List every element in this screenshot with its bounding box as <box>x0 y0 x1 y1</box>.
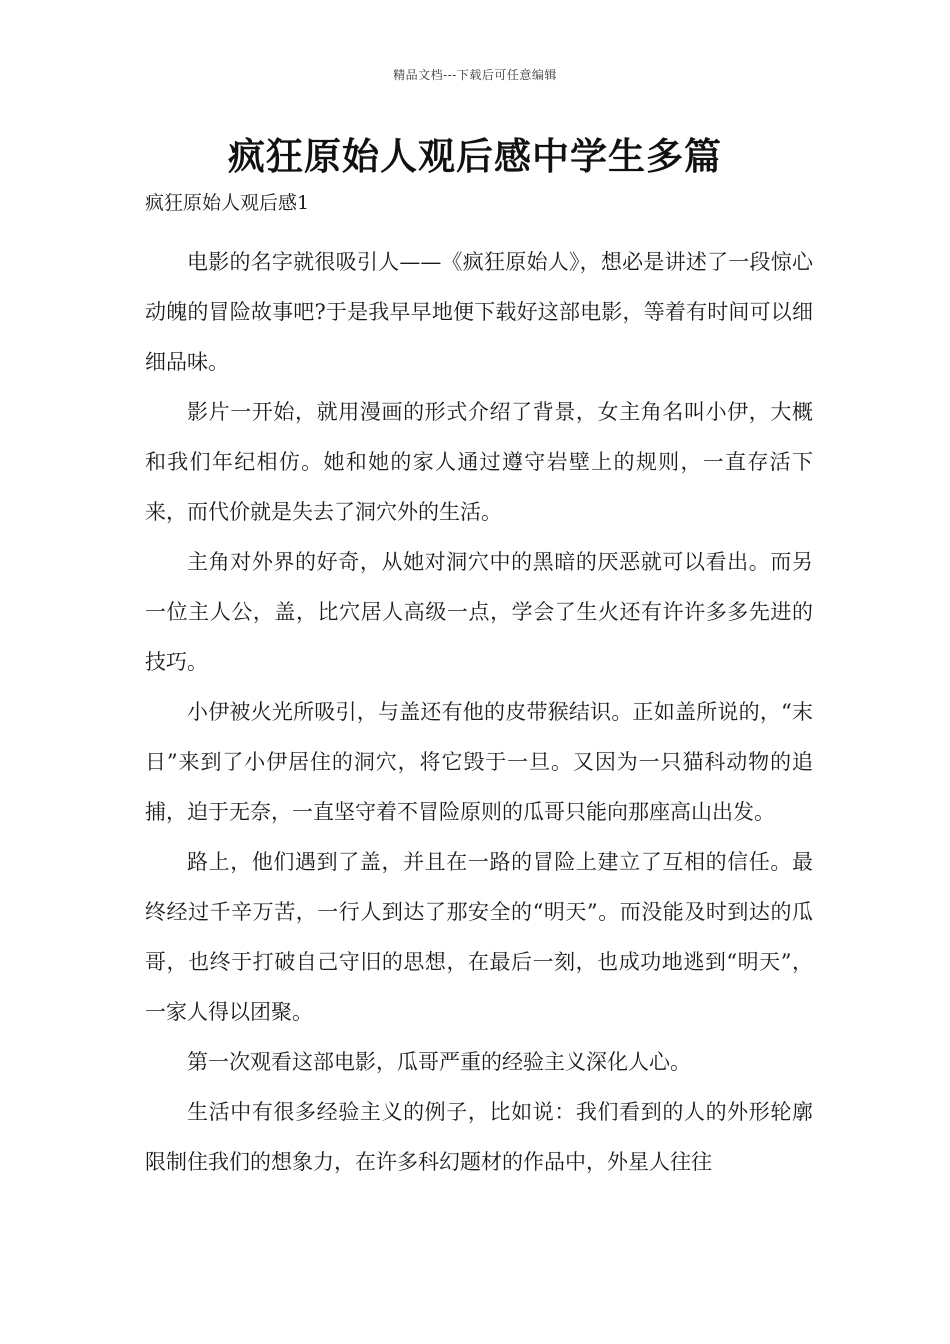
header-note: 精品文档---下载后可任意编辑 <box>393 68 557 82</box>
document-body <box>145 237 813 1187</box>
paragraph: 第一次观看这部电影，瓜哥严重的经验主义深化人心。 <box>187 1050 691 1074</box>
document-subtitle: 疯狂原始人观后感1 <box>145 192 310 214</box>
paragraph: 影片一开始，就用漫画的形式介绍了背景，女主角名叫小伊，大概和我们年纪相仿。她和她的家人通过遵守岩壁上的规则，一直存活下来，而代价就是失去了洞穴外的生活。 <box>145 400 813 524</box>
document-title: 疯狂原始人观后感中学生多篇 <box>228 135 722 178</box>
paragraph: 生活中有很多经验主义的例子，比如说：我们看到的人的外形轮廓限制住我们的想象力，在许多科幻题材的作品中，外星人往往 <box>145 1100 813 1174</box>
paragraph: 路上，他们遇到了盖，并且在一路的冒险上建立了互相的信任。最终经过千辛万苦，一行人到达了那安全的“明天”。而没能及时到达的瓜哥，也终于打破自己守旧的思想，在最后一刻，也成功地逃到“明天”，一家人得以团聚。 <box>145 850 813 1024</box>
paragraph: 小伊被火光所吸引，与盖还有他的皮带猴结识。正如盖所说的，“末日”来到了小伊居住的洞穴，将它毁于一旦。又因为一只猫科动物的追捕，迫于无奈，一直坚守着不冒险原则的瓜哥只能向那座高山出发。 <box>145 700 813 824</box>
paragraph: 主角对外界的好奇，从她对洞穴中的黑暗的厌恶就可以看出。而另一位主人公，盖，比穴居人高级一点，学会了生火还有许许多多先进的技巧。 <box>145 550 813 674</box>
paragraph: 电影的名字就很吸引人——《疯狂原始人》，想必是讲述了一段惊心动魄的冒险故事吧?于是我早早地便下载好这部电影，等着有时间可以细细品味。 <box>145 250 813 374</box>
